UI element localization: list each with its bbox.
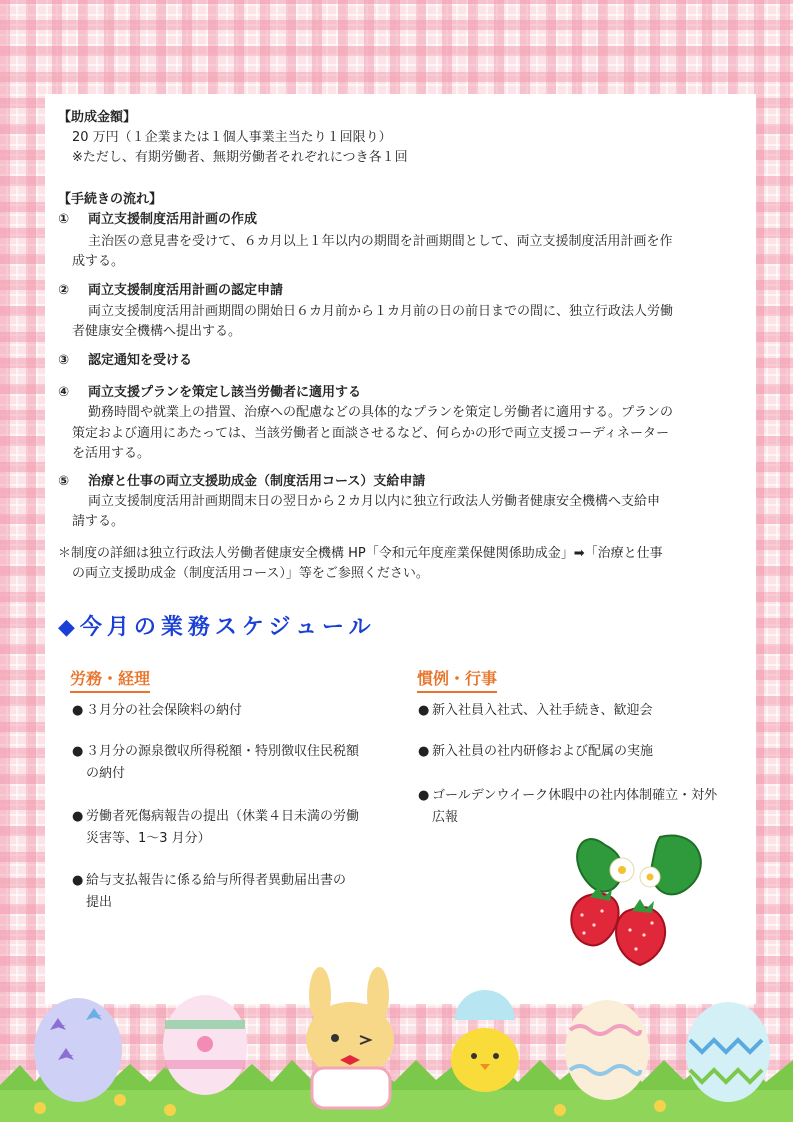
labor-item-1-line1: ３月分の社会保険料の納付 [86,703,243,718]
egg-1 [34,998,122,1102]
labor-item-1 [72,700,402,722]
step2-number: ② [58,283,70,298]
labor-item-2-line2: の納付 [86,766,126,781]
step4-number: ④ [58,385,70,400]
easter-decoration [0,960,793,1122]
step2-line1: 両立支援制度活用計画期間の開始日６カ月前から１カ月前の日の前日までの間に、独立行政法人労働 [88,304,674,319]
step3-title: 認定通知を受ける [88,353,193,368]
step5-number: ⑤ [58,474,70,489]
custom-subheading: 慣例・行事 [417,666,497,693]
step4-line3: を活用する。 [72,446,151,461]
step1-number: ① [58,212,70,227]
step2-line2: 者健康安全機構へ提出する。 [72,324,242,339]
labor-item-3-line1: 労働者死傷病報告の提出（休業４日未満の労働 [86,809,360,824]
step1-title: 両立支援制度活用計画の作成 [88,212,258,227]
labor-subheading: 労務・経理 [70,666,150,693]
step2-title: 両立支援制度活用計画の認定申請 [88,283,284,298]
custom-item-2-line1: 新入社員の社内研修および配属の実施 [432,744,654,759]
labor-item-4-line2: 提出 [86,895,113,910]
step1-line2: 成する。 [72,254,125,269]
custom-item-3-line1: ゴールデンウイーク休暇中の社内体制確立・対外 [432,788,718,803]
schedule-heading: ◆今月の業務スケジュール [58,615,376,640]
strawberry-illustration [560,815,720,975]
bullet-dot: ● [72,873,84,888]
bullet-dot: ● [72,703,84,718]
step5-line2: 請する。 [72,514,125,529]
subsidy-line1: 20 万円（１企業または１個人事業主当たり１回限り） [72,130,392,145]
egg-4 [686,1002,770,1102]
custom-item-1-line1: 新入社員入社式、入社手続き、歓迎会 [432,703,653,718]
bullet-dot: ● [418,744,430,759]
labor-item-4-line1: 給与支払報告に係る給与所得者異動届出書の [86,873,347,888]
egg-2 [163,995,247,1095]
note-line2: の両立支援助成金（制度活用コース）」等をご参照ください。 [72,566,429,581]
step5-title: 治療と仕事の両立支援助成金（制度活用コース）支給申請 [88,474,426,489]
labor-item-2-line1: ３月分の源泉徴収所得税額・特別徴収住民税額 [86,744,360,759]
step1-line1: 主治医の意見書を受けて、６カ月以上１年以内の期間を計画期間として、両立支援制度活用計画を作 [88,234,673,249]
labor-item-4 [72,870,402,914]
bullet-dot: ● [72,809,84,824]
bullet-dot: ● [418,788,430,803]
note-line1: ＊制度の詳細は独立行政法人労働者健康安全機構 HP「令和元年度産業保健関係助成金」➡「治療と仕事 [58,546,663,561]
egg-3 [565,1000,649,1100]
step4-title: 両立支援プランを策定し該当労働者に適用する [88,385,362,400]
procedure-title: 【手続きの流れ】 [58,192,163,207]
custom-item-1 [418,700,748,722]
step4-line2: 策定および適用にあたっては、当該労働者と面談させるなど、何らかの形で両立支援コーディネーター [72,426,669,441]
bullet-dot: ● [418,703,430,718]
custom-item-3-line2: 広報 [432,810,459,825]
step5-line1: 両立支援制度活用計画期間末日の翌日から２カ月以内に独立行政法人労働者健康安全機構へ支給申 [88,494,661,509]
subsidy-title: 【助成金額】 [58,110,137,125]
labor-item-2 [72,741,402,785]
labor-item-3-line2: 災害等、1～3 月分） [86,831,211,846]
labor-item-3 [72,806,402,850]
bunny [306,967,394,1108]
step4-line1: 勤務時間や就業上の措置、治療への配慮などの具体的なプランを策定し労働者に適用する。プランの [88,405,674,420]
custom-item-2 [418,741,748,763]
bullet-dot: ● [72,744,84,759]
chick [451,990,519,1092]
subsidy-line2: ※ただし、有期労働者、無期労働者それぞれにつき各１回 [72,150,408,165]
step3-number: ③ [58,353,70,368]
